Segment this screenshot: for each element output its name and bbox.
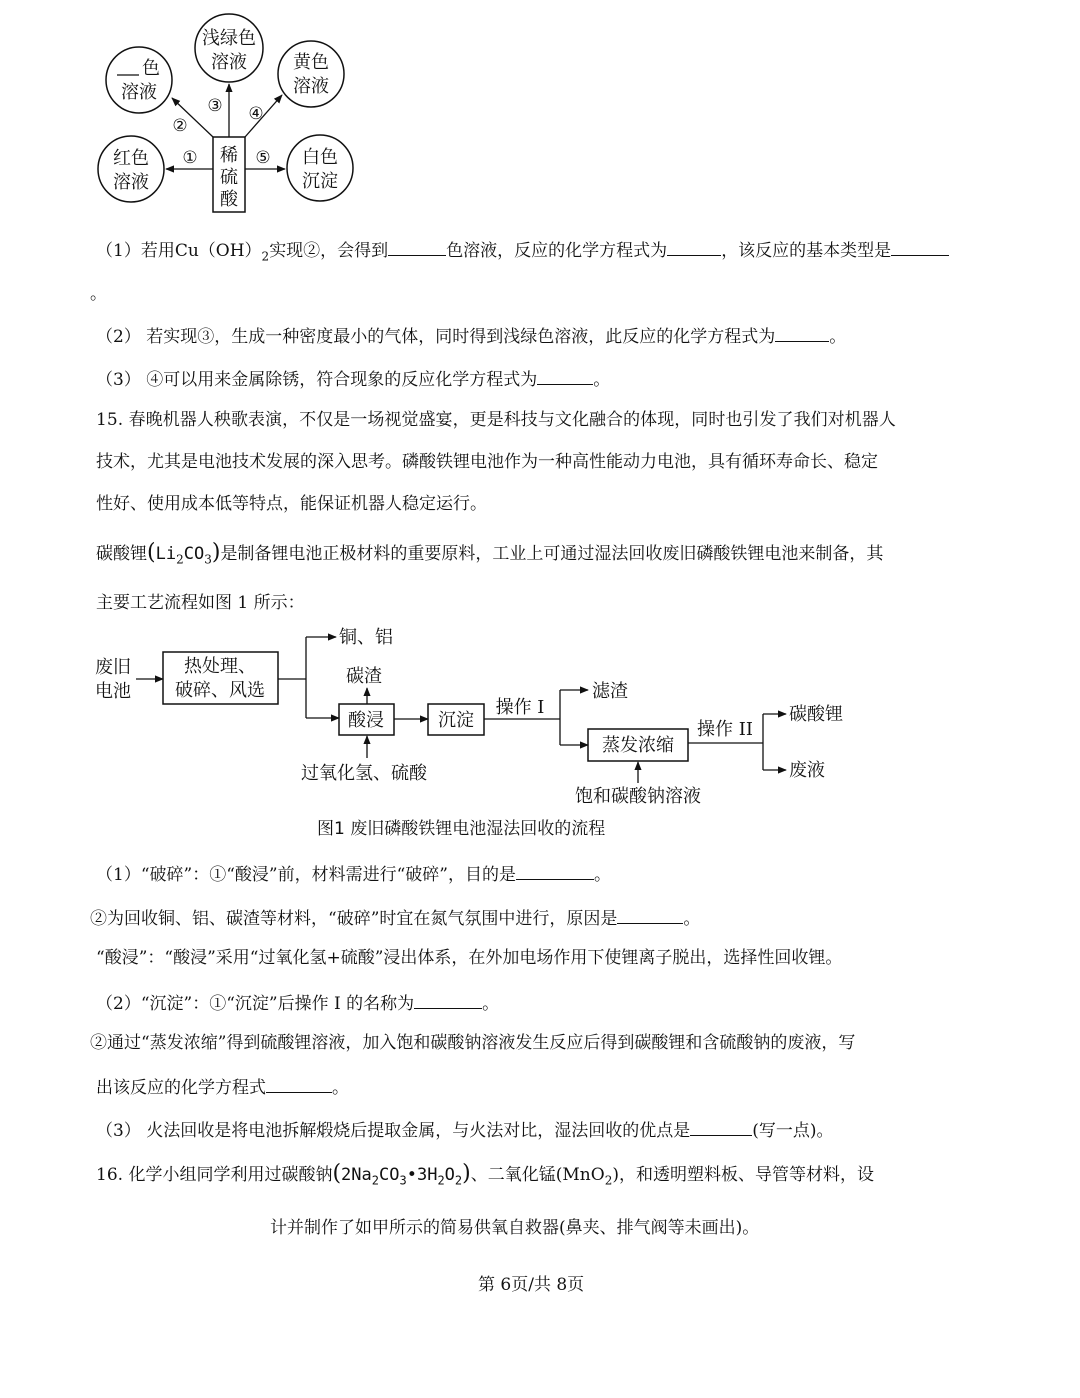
flow-reagent: 过氧化氢、硫酸 [301,763,427,784]
q14-p1-d: ，该反应的基本类型是 [721,241,892,261]
right-circle-l2: 沉淀 [302,171,338,192]
q15-intro-line2: 技术，尤其是电池技术发展的深入思考。磷酸铁锂电池作为一种高性能动力电池，具有循环寿命长、稳定 [96,452,878,472]
q16-l1-a: 16. 化学小组同学利用过碳酸钠 [96,1165,333,1185]
flow-precipitate: 沉淀 [438,710,474,731]
paren-right: ) [211,540,221,565]
q14-p2-a: （2） 若实现③，生成一种密度最小的气体，同时得到浅绿色溶液，此反应的化学方程式为 [96,327,776,347]
label-1: ① [182,148,198,168]
q15-s1-blank[interactable] [516,861,594,880]
figure-caption: 图1 废旧磷酸铁锂电池湿法回收的流程 [317,819,606,839]
q15-s1-end: 。 [593,865,611,885]
q14-p1-a: （1）若用Cu（OH） [96,241,262,261]
q16-l1-c: )，和透明塑料板、导管等材料，设 [612,1165,874,1185]
label-2: ② [172,116,188,136]
q16-l1-sub: 2 [604,1173,613,1188]
flow-na2co3: 饱和碳酸钠溶液 [575,786,701,807]
q14-p1-c: 色溶液，反应的化学方程式为 [446,241,668,261]
q16-formula [341,1165,463,1188]
q15-formula-sub1: 2 [176,552,184,567]
q15-formula-li: Li [155,544,177,564]
q14-p1-sub: 2 [261,249,270,264]
top-circle-l1: 浅绿色 [202,28,256,49]
box1-l2: 破碎、风选 [175,680,265,701]
q15-s6-blank[interactable] [266,1074,332,1093]
q15-s7-end: (写一点)。 [752,1121,834,1141]
q14-p1-b: 实现②，会得到 [269,241,389,261]
flow-input-l2: 电池 [95,681,131,702]
q16-paren-right: ) [462,1161,471,1186]
top-circle-l2: 溶液 [211,52,247,73]
right-circle-l1: 白色 [302,147,338,168]
q15-s4 [96,990,499,1015]
left-circle-l1: 红色 [113,148,149,169]
q16-f-b: CO [379,1165,400,1185]
flow-li2co3: 碳酸锂 [789,704,843,725]
top-left-circle-l1: 色 [142,58,160,79]
q14-p3-end: 。 [593,370,611,390]
paren-left: ( [147,540,156,565]
label-5: ⑤ [255,148,271,168]
q15-s2-blank[interactable] [617,905,683,924]
q15-s7 [96,1117,833,1142]
q14-p3-a: （3） ④可以用来金属除锈，符合现象的反应化学方程式为 [96,370,538,390]
q15-s2-text: ②为回收铜、铝、碳渣等材料，“破碎”时宜在氮气氛围中进行，原因是 [90,909,618,929]
top-right-circle-l1: 黄色 [293,52,329,73]
q15-l4-b: 是制备锂电池正极材料的重要原料，工业上可通过湿法回收废旧磷酸铁锂电池来制备，其 [220,544,884,564]
q15-s7-blank[interactable] [690,1117,752,1136]
q16-f-a: 2Na [341,1165,372,1185]
q15-s5: ②通过“蒸发浓缩”得到硫酸锂溶液，加入饱和碳酸钠溶液发生反应后得到碳酸锂和含硫酸钠的废液，写 [90,1033,856,1053]
q16-f-d: O [444,1165,455,1185]
q15-s4-end: 。 [482,994,500,1014]
q16-f-s4: 2 [454,1173,463,1188]
q14-part1-end: 。 [90,284,107,304]
q15-s4-blank[interactable] [414,990,482,1009]
q15-s7-text: （3） 火法回收是将电池拆解煅烧后提取金属，与火法对比，湿法回收的优点是 [96,1121,691,1141]
q15-formula-sub2: 3 [204,552,212,567]
q16-f-s1: 2 [371,1173,379,1188]
q16-f-s3: 2 [437,1173,445,1188]
page-number: 第 6页/共 8页 [478,1275,585,1295]
q15-formula-co: CO [183,544,205,564]
flow-acid-leach: 酸浸 [348,710,384,731]
q16-paren-left: ( [332,1161,342,1186]
label-3: ③ [207,96,223,116]
flow-op1: 操作 I [495,697,545,718]
q15-intro-line3: 性好、使用成本低等特点，能保证机器人稳定运行。 [96,494,487,514]
flow-filter-residue: 滤渣 [592,681,628,702]
q15-s1-text: （1）“破碎”：①“酸浸”前，材料需进行“破碎”，目的是 [96,865,516,885]
center-char-1: 稀 [220,145,238,166]
top-left-circle-l2: 溶液 [121,82,157,103]
q16-l1-b: 、二氧化锰(MnO [470,1165,605,1185]
flow-cu-al: 铜、铝 [339,627,393,648]
q16-line2: 计并制作了如甲所示的简易供氧自救器(鼻夹、排气阀等未画出)。 [270,1218,760,1238]
flow-input-l1: 废旧 [95,657,131,678]
q15-intro-line1: 15. 春晚机器人秧歌表演，不仅是一场视觉盛宴，更是科技与文化融合的体现，同时也引发了我们对机器人 [96,410,896,430]
q15-s2 [90,905,700,930]
q15-s1 [96,861,611,886]
label-4: ④ [248,104,264,124]
q15-s3: “酸浸”：“酸浸”采用“过氧化氢+硫酸”浸出体系，在外加电场作用下使锂离子脱出，选择性回收锂。 [96,948,843,968]
flow-waste: 废液 [789,760,825,781]
left-circle-l2: 溶液 [113,172,149,193]
q15-s6 [96,1074,349,1099]
q14-p2-end: 。 [829,327,847,347]
q15-s6-text: 出该反应的化学方程式 [96,1078,266,1098]
center-char-2: 硫 [220,167,238,188]
q16-f-c: •3H [406,1165,438,1185]
top-right-circle-l2: 溶液 [293,76,329,97]
box1-l1: 热处理、 [184,656,256,677]
q15-line5: 主要工艺流程如图 1 所示： [96,593,305,613]
flow-slag: 碳渣 [346,666,382,687]
flow-evaporate: 蒸发浓缩 [602,735,674,756]
q16-f-s2: 3 [399,1173,407,1188]
q15-l4-a: 碳酸锂 [96,544,147,564]
q15-s6-end: 。 [332,1078,349,1098]
center-char-3: 酸 [220,189,238,210]
q16-line1 [96,1163,874,1191]
flow-op2: 操作 II [697,719,753,740]
q15-s2-end: 。 [683,909,701,929]
q15-s4-text: （2）“沉淀”：①“沉淀”后操作 I 的名称为 [96,994,415,1014]
